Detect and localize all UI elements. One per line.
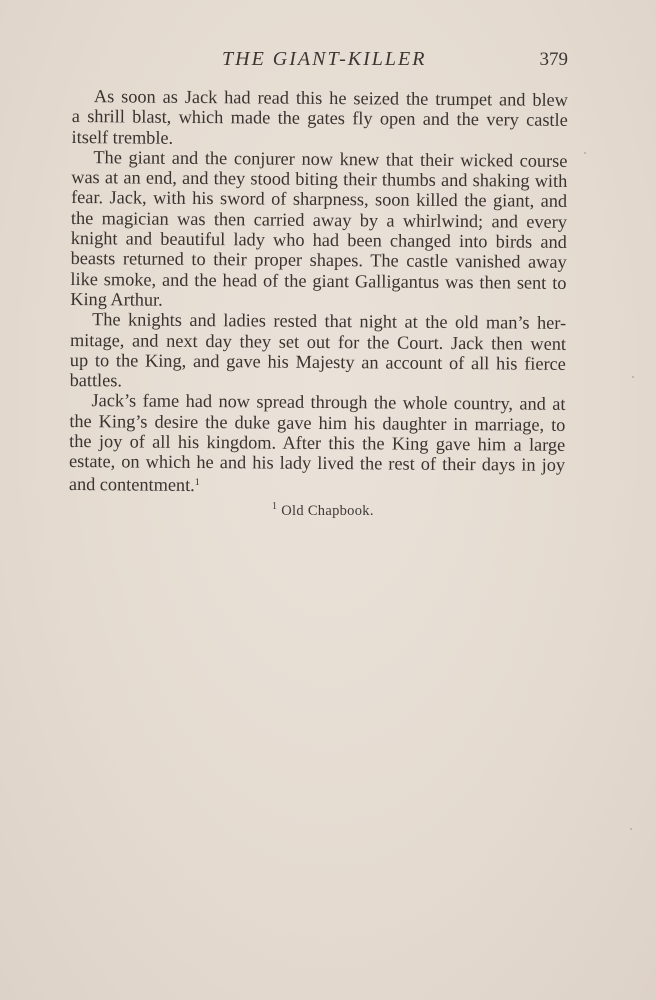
paragraph-4 <box>69 390 566 495</box>
footnote <box>272 501 374 520</box>
footnote-reference: 1 <box>194 476 200 488</box>
paper-speck <box>630 828 632 830</box>
text-line: The knights and ladies rested that night at the old man’s her- <box>92 309 567 334</box>
paper-speck <box>632 376 634 378</box>
page-number: 379 <box>539 49 568 70</box>
text-line: the magician was then carried away by a whirlwind; and every <box>70 207 568 232</box>
text-line: beasts returned to their proper shapes. The castle vanished away <box>70 248 567 273</box>
text-line: up to the King, and gave his Majesty an account of all his fierce <box>69 349 566 374</box>
body-text <box>69 86 568 496</box>
text-line: King Arthur. <box>70 288 163 310</box>
paragraph-1 <box>72 86 568 151</box>
text-line: like smoke, and the head of the giant Galligantus was then sent to <box>70 268 567 293</box>
footnote-text: Old Chapbook. <box>281 503 374 519</box>
text-line: knight and beautiful lady who had been changed into birds and <box>70 228 567 252</box>
page-header <box>70 48 570 78</box>
text-line: itself tremble. <box>71 126 174 148</box>
paper-speck <box>584 152 586 154</box>
text-line: The giant and the conjurer now knew that their wicked course <box>93 147 568 171</box>
footnote-marker: 1 <box>272 501 278 512</box>
text-line: As soon as Jack had read this he seized the trumpet and blew <box>93 86 568 110</box>
text-line: fear. Jack, with his sword of sharpness, soon killed the giant, and <box>71 187 568 212</box>
text-line: was at an end, and they stood biting their thumbs and shaking with <box>71 167 568 192</box>
text-line: the King’s desire the duke gave him his daughter in marriage, to <box>69 410 566 435</box>
text-line-last <box>69 472 565 496</box>
text-line: mitage, and next day they set out for the Court. Jack then went <box>69 329 567 354</box>
text-line: and contentment. <box>68 473 195 495</box>
text-line: battles. <box>69 370 123 391</box>
paragraph-2 <box>70 147 567 313</box>
text-line: Jack’s fame had now spread through the whole country, and at <box>91 390 566 415</box>
text-line: estate, on which he and his lady lived the rest of their days in joy <box>68 451 566 476</box>
text-line: the joy of all his kingdom. After this the King gave him a large <box>69 431 566 455</box>
paragraph-3 <box>70 309 567 394</box>
running-title: THE GIANT-KILLER <box>222 48 427 70</box>
text-line: a shrill blast, which made the gates fly open and the very castle <box>71 106 568 131</box>
